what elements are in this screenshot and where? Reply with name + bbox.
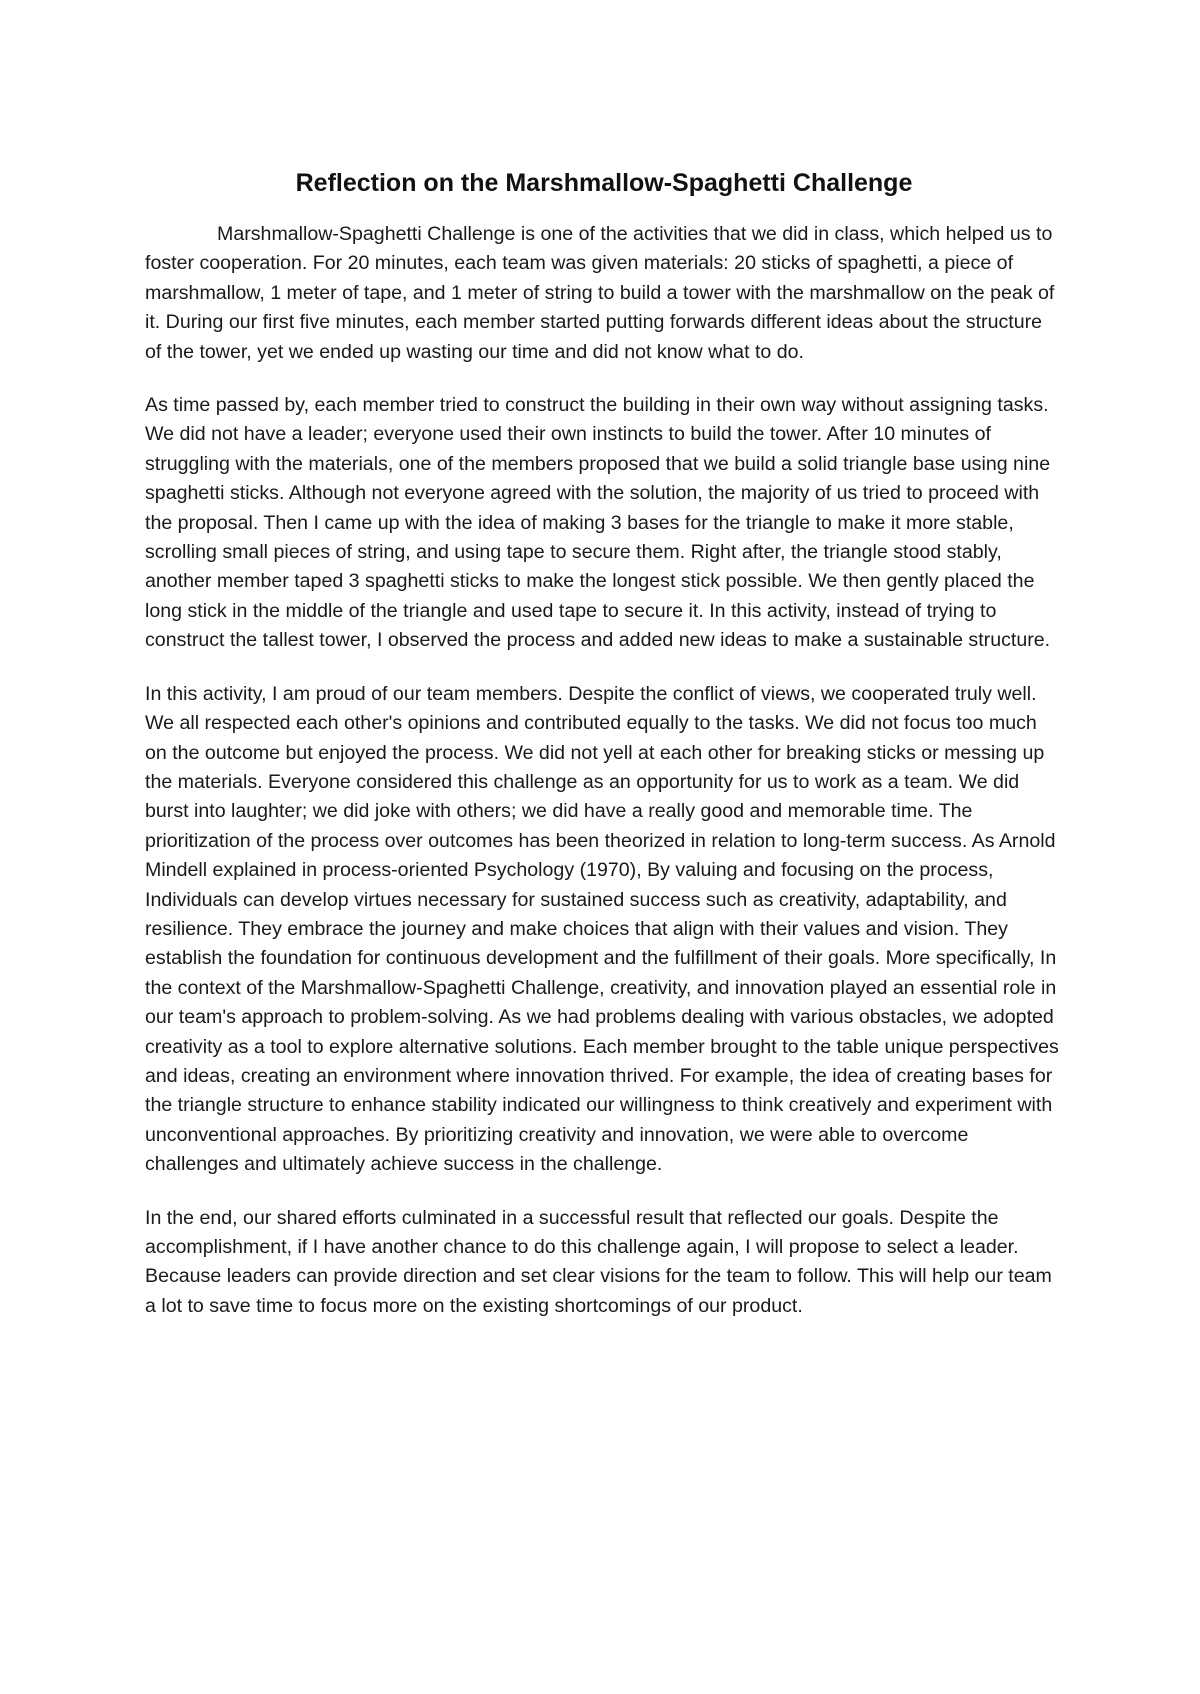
paragraph-conclusion: In the end, our shared efforts culminated in a successful result that reflected our goals. Despite the accomplishment, if I have another chance to do this challenge again, I will propose to select a leader. Because leaders can provide direction and set clear visions for the team to follow. This will help our team a lot to save time to focus more on the existing shortcomings of our product. (145, 1206, 1052, 1317)
paragraph-intro: Marshmallow-Spaghetti Challenge is one of the activities that we did in class, which helped us to foster cooperation. For 20 minutes, each team was given materials: 20 sticks of spaghetti, a piece of marshmallow, 1 meter of tape, and 1 meter of string to build a tower with the marshmallow on the peak of it. During our first five minutes, each member started putting forwards different ideas about the structure of the tower, yet we ended up wasting our time and did not know what to do. (145, 223, 1055, 363)
document-body (145, 168, 1063, 1345)
paragraph-process: As time passed by, each member tried to construct the building in their own way without assigning tasks. We did not have a leader; everyone used their own instincts to build the tower. After 10 minutes of struggling with the materials, one of the members proposed that we build a solid triangle base using nine spaghetti sticks. Although not everyone agreed with the solution, the majority of us tried to proceed with the proposal. Then I came up with the idea of making 3 bases for the triangle to make it more stable, scrolling small pieces of string, and using tape to secure them. Right after, the triangle stood stably, another member taped 3 spaghetti sticks to make the longest stick possible. We then gently placed the long stick in the middle of the triangle and used tape to secure it. In this activity, instead of trying to construct the tallest tower, I observed the process and added new ideas to make a sustainable structure. (145, 394, 1051, 652)
paragraph-teamwork: In this activity, I am proud of our team members. Despite the conflict of views, we cooperated truly well. We all respected each other's opinions and contributed equally to the tasks. We did not focus too much on the outcome but enjoyed the process. We did not yell at each other for breaking sticks or messing up the materials. Everyone considered this challenge as an opportunity for us to work as a team. We did burst into laughter; we did joke with others; we did have a really good and memorable time. The prioritization of the process over outcomes has been theorized in relation to long-term success. As Arnold Mindell explained in process-oriented Psychology (1970), By valuing and focusing on the process, Individuals can develop virtues necessary for sustained success such as creativity, adaptability, and resilience. They embrace the journey and make choices that align with their values and vision. They establish the foundation for continuous development and the fulfillment of their goals. More specifically, In the context of the Marshmallow-Spaghetti Challenge, creativity, and innovation played an essential role in our team's approach to problem-solving. As we had problems dealing with various obstacles, we adopted creativity as a tool to explore alternative solutions. Each member brought to the table unique perspectives and ideas, creating an environment where innovation thrived. For example, the idea of creating bases for the triangle structure to enhance stability indicated our willingness to think creatively and experiment with unconventional approaches. By prioritizing creativity and innovation, we were able to overcome challenges and ultimately achieve success in the challenge. (145, 682, 1059, 1176)
document-title: Reflection on the Marshmallow-Spaghetti Challenge (295, 169, 913, 197)
